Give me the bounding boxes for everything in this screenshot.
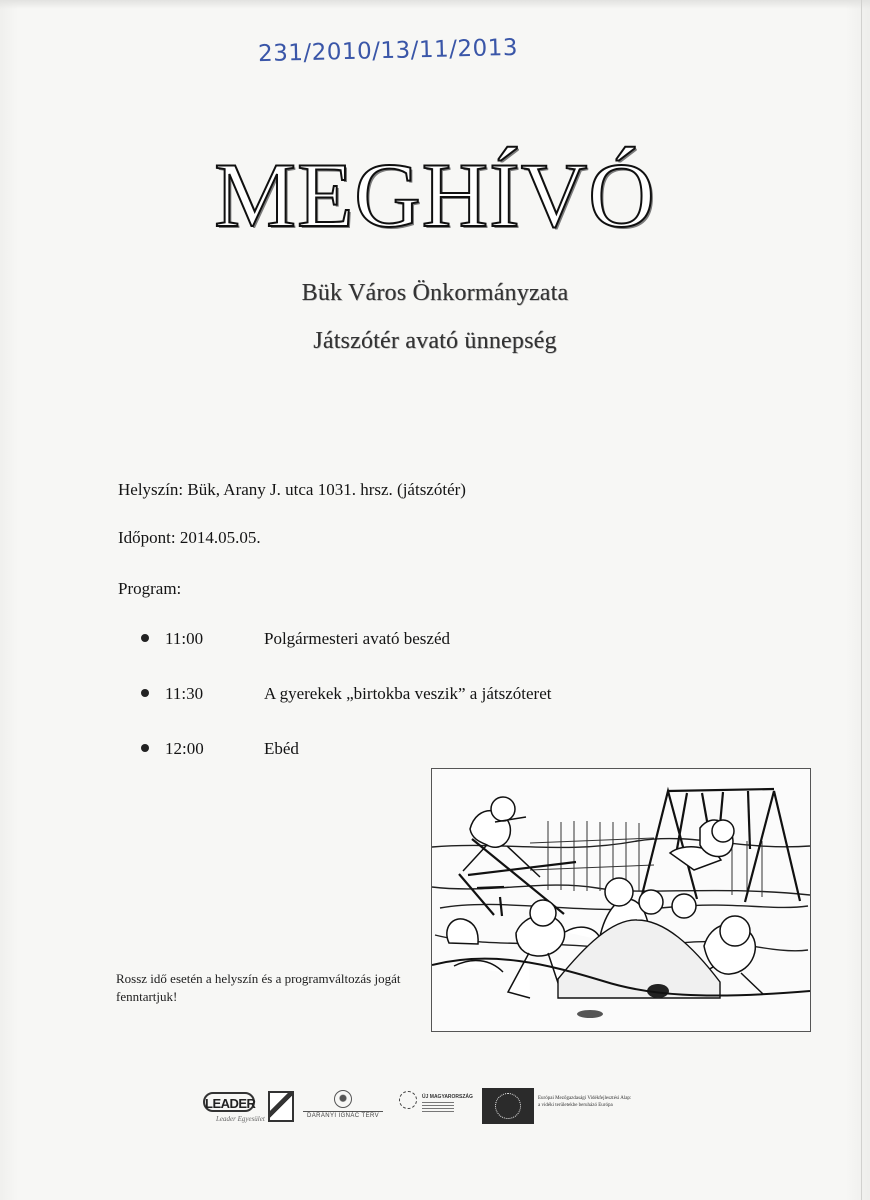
leader-caption: Leader Egyesület [216, 1115, 265, 1123]
program-item [141, 628, 621, 683]
program-time: 11:00 [165, 629, 204, 648]
program-item [141, 683, 621, 738]
program-heading: Program: [118, 579, 182, 598]
location-line: Helyszín: Bük, Arany J. utca 1031. hrsz. (játszótér) [118, 480, 466, 499]
eu-flag-logo [482, 1088, 534, 1124]
organizer-subtitle: Bük Város Önkormányzata [301, 280, 569, 306]
date-line: Időpont: 2014.05.05. [118, 528, 261, 547]
daranyi-caption: DARÁNYI IGNÁC TERV [303, 1111, 383, 1120]
daranyi-emblem-icon [334, 1090, 352, 1108]
playground-icon [432, 769, 810, 1031]
bullet-icon [141, 689, 149, 697]
bullet-icon [141, 634, 149, 642]
uj-magyarorszag-emblem-icon [399, 1091, 417, 1109]
daranyi-logo [303, 1090, 383, 1122]
program-time: 12:00 [165, 739, 204, 758]
program-event: A gyerekek „birtokba veszik” a játszóteret [264, 684, 552, 703]
uj-magyarorszag-title: ÚJ MAGYARORSZÁG [422, 1094, 473, 1100]
leader-logo [203, 1092, 265, 1124]
program-time: 11:30 [165, 684, 204, 703]
program-event: Polgármesteri avató beszéd [264, 629, 450, 648]
handwritten-reference: 231/2010/13/11/2013 [257, 34, 519, 68]
eu-stars-icon [495, 1093, 521, 1119]
uj-magyarorszag-lines [422, 1102, 454, 1112]
eu-caption-line: Európai Mezőgazdasági Vidékfejlesztési Alap: [538, 1096, 632, 1101]
bullet-icon [141, 744, 149, 752]
eu-caption [538, 1095, 631, 1109]
uj-magyarorszag-logo [399, 1090, 473, 1122]
weather-note: Rossz idő esetén a helyszín és a programváltozás jogát fenntartjuk! [116, 971, 401, 1004]
invitation-title: MEGHÍVÓ [214, 144, 656, 246]
eu-caption-line: a vidéki területekbe beruházó Európa [538, 1103, 613, 1108]
program-event: Ebéd [264, 739, 299, 758]
playground-illustration [431, 768, 811, 1032]
square-logo-icon [268, 1091, 294, 1122]
event-subtitle: Játszótér avató ünnepség [313, 328, 557, 354]
sponsor-logo-strip [0, 1080, 870, 1140]
scan-top-shadow [0, 0, 870, 9]
leader-mark: LEADER [203, 1092, 255, 1112]
